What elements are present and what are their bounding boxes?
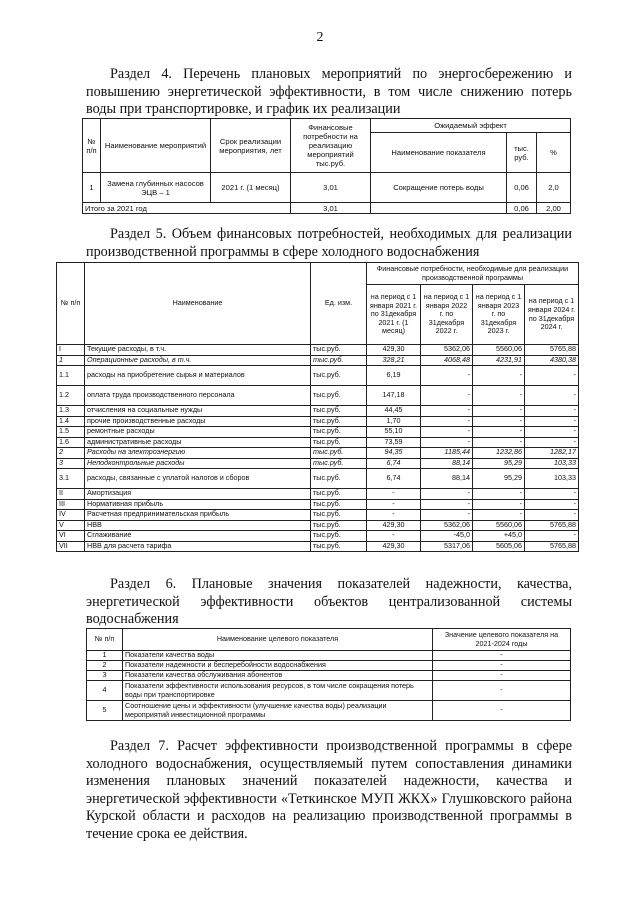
table-row: [87, 661, 571, 671]
section6-table: [86, 628, 571, 721]
s6-cell-value: -: [433, 701, 571, 721]
s5-cell-v1: 429,30: [367, 541, 421, 552]
s5-cell-v3: 5560,06: [473, 520, 525, 531]
s6-cell-value: -: [433, 661, 571, 671]
section6-heading: Раздел 6. Плановые значения показателей надежности, качества, энергетической эффективности объектов централизованной системы водоснабжения: [86, 576, 572, 627]
s5-cell-v2: -: [421, 366, 473, 386]
s5-cell-name: Нормативная прибыль: [85, 499, 311, 510]
s6-cell-name: Соотношение цены и эффективности (улучшение качества воды) реализации мероприятий инвестиционной программы: [123, 701, 433, 721]
s5-cell-name: Операционные расходы, в т.ч.: [85, 355, 311, 366]
s5-cell-v1: 429,30: [367, 520, 421, 531]
s5-cell-unit: тыс.руб.: [311, 458, 367, 469]
s5-cell-v4: -: [525, 510, 579, 521]
s5-cell-num: 2: [57, 448, 85, 459]
s5-cell-name: Текущие расходы, в т.ч.: [85, 345, 311, 356]
s5-cell-unit: тыс.руб.: [311, 416, 367, 427]
s5-cell-name: расходы, связанные с уплатой налогов и сборов: [85, 469, 311, 489]
section5-heading: Раздел 5. Объем финансовых потребностей, необходимых для реализации производственной программы в сфере холодного водоснабжения: [86, 226, 572, 260]
table-row: [87, 671, 571, 681]
s5-cell-num: 3: [57, 458, 85, 469]
table-row: [57, 510, 579, 521]
s5-cell-v1: -: [367, 499, 421, 510]
s5-cell-name: ремонтные расходы: [85, 427, 311, 438]
s4-header-name: Наименование мероприятий: [101, 119, 211, 173]
s5-cell-v3: -: [473, 437, 525, 448]
table-row: [57, 386, 579, 406]
table-row: [57, 448, 579, 459]
s5-cell-v2: -: [421, 499, 473, 510]
s5-cell-v4: -: [525, 386, 579, 406]
s5-cell-num: 1: [57, 355, 85, 366]
s5-cell-unit: тыс.руб.: [311, 345, 367, 356]
s5-cell-unit: тыс.руб.: [311, 499, 367, 510]
s5-cell-v3: -: [473, 499, 525, 510]
s5-cell-v2: 88,14: [421, 469, 473, 489]
s5-cell-v4: -: [525, 416, 579, 427]
s5-cell-v3: -: [473, 406, 525, 417]
s5-cell-v3: -: [473, 416, 525, 427]
s5-cell-unit: тыс.руб.: [311, 355, 367, 366]
s5-cell-num: 1.4: [57, 416, 85, 427]
table-row: [57, 489, 579, 500]
s5-cell-name: оплата труда производственного персонала: [85, 386, 311, 406]
s5-header-num: № п/п: [57, 263, 85, 345]
s5-cell-v1: -: [367, 531, 421, 542]
s5-cell-num: V: [57, 520, 85, 531]
s5-cell-v2: 88,14: [421, 458, 473, 469]
s5-cell-num: VII: [57, 541, 85, 552]
section5-table: [56, 262, 579, 552]
page-number: 2: [316, 30, 324, 45]
s4-header-effect: Ожидаемый эффект: [371, 119, 571, 133]
s6-cell-num: 5: [87, 701, 123, 721]
s5-cell-v1: 44,45: [367, 406, 421, 417]
s6-cell-name: Показатели качества обслуживания абонентов: [123, 671, 433, 681]
s5-cell-unit: тыс.руб.: [311, 489, 367, 500]
s6-cell-value: -: [433, 671, 571, 681]
s5-cell-unit: тыс.руб.: [311, 531, 367, 542]
table-row: [57, 355, 579, 366]
s5-header-p3: на период с 1 января 2023 г. по 31декабря 2023 г.: [473, 285, 525, 345]
s5-cell-v3: 4231,91: [473, 355, 525, 366]
table-row: [57, 437, 579, 448]
s5-cell-num: 1.5: [57, 427, 85, 438]
s5-cell-num: III: [57, 499, 85, 510]
s6-header-num: № п/п: [87, 629, 123, 651]
s5-cell-v4: 103,33: [525, 469, 579, 489]
table-row: [57, 345, 579, 356]
table-row: [57, 427, 579, 438]
s5-cell-name: прочие производственные расходы: [85, 416, 311, 427]
s5-cell-v4: 103,33: [525, 458, 579, 469]
s5-cell-name: Расчетная предпринимательская прибыль: [85, 510, 311, 521]
s5-cell-v1: 1,70: [367, 416, 421, 427]
s5-header-p1: на период с 1 января 2021 г. по 31декабря 2021 г. (1 месяц): [367, 285, 421, 345]
s5-cell-v4: -: [525, 489, 579, 500]
s6-header-name: Наименование целевого показателя: [123, 629, 433, 651]
s5-cell-name: Сглаживание: [85, 531, 311, 542]
s5-cell-v1: 73,59: [367, 437, 421, 448]
s5-cell-unit: тыс.руб.: [311, 541, 367, 552]
table-row-total: Итого за 2021 год 3,01 0,06 2,00: [83, 203, 571, 214]
s5-cell-v2: -: [421, 427, 473, 438]
s5-cell-v2: 1185,44: [421, 448, 473, 459]
s5-cell-v4: -: [525, 406, 579, 417]
s4-header-num: № п/п: [83, 119, 101, 173]
s5-cell-v3: -: [473, 427, 525, 438]
table-row: [57, 366, 579, 386]
s5-cell-v2: 5362,06: [421, 345, 473, 356]
s4-header-unit: тыс. руб.: [507, 133, 537, 173]
s5-cell-name: НВВ для расчета тарифа: [85, 541, 311, 552]
s5-cell-v4: -: [525, 366, 579, 386]
s5-cell-v4: -: [525, 531, 579, 542]
s5-cell-num: 1.2: [57, 386, 85, 406]
s5-cell-v3: +45,0: [473, 531, 525, 542]
s5-cell-v2: -: [421, 489, 473, 500]
s5-cell-unit: тыс.руб.: [311, 448, 367, 459]
s5-cell-v1: 147,18: [367, 386, 421, 406]
s5-cell-num: 3.1: [57, 469, 85, 489]
s5-cell-num: VI: [57, 531, 85, 542]
s4-header-percent: %: [537, 133, 571, 173]
s5-cell-unit: тыс.руб.: [311, 406, 367, 417]
s5-cell-v2: 5362,06: [421, 520, 473, 531]
s5-header-unit: Ед. изм.: [311, 263, 367, 345]
s5-cell-v1: -: [367, 510, 421, 521]
s5-cell-v2: -: [421, 416, 473, 427]
table-row: [87, 701, 571, 721]
s4-header-term: Срок реализации мероприятия, лет: [211, 119, 291, 173]
s5-cell-v1: 328,21: [367, 355, 421, 366]
s5-cell-num: 1.1: [57, 366, 85, 386]
s5-cell-v4: 5765,88: [525, 345, 579, 356]
s6-cell-num: 4: [87, 681, 123, 701]
s5-cell-v1: 6,74: [367, 458, 421, 469]
s5-cell-v3: 95,29: [473, 469, 525, 489]
table-row: [57, 406, 579, 417]
s6-cell-name: Показатели качества воды: [123, 651, 433, 661]
s5-cell-unit: тыс.руб.: [311, 366, 367, 386]
table-row: [57, 499, 579, 510]
s5-cell-v2: -: [421, 386, 473, 406]
s5-cell-v4: 1282,17: [525, 448, 579, 459]
s6-header-value: Значение целевого показателя на 2021-2024 годы: [433, 629, 571, 651]
s6-cell-num: 3: [87, 671, 123, 681]
s5-cell-v4: 4380,38: [525, 355, 579, 366]
s5-cell-v1: 6,74: [367, 469, 421, 489]
s5-cell-num: IV: [57, 510, 85, 521]
s5-header-p2: на период с 1 января 2022 г. по 31декабря 2022 г.: [421, 285, 473, 345]
table-row: [57, 520, 579, 531]
s5-cell-unit: тыс.руб.: [311, 386, 367, 406]
s5-cell-v3: -: [473, 366, 525, 386]
s5-cell-unit: тыс.руб.: [311, 510, 367, 521]
s5-cell-num: II: [57, 489, 85, 500]
s5-cell-v4: 5765,88: [525, 541, 579, 552]
s5-cell-name: отчисления на социальные нужды: [85, 406, 311, 417]
s6-cell-name: Показатели надежности и бесперебойности водоснабжения: [123, 661, 433, 671]
s5-cell-name: административные расходы: [85, 437, 311, 448]
s5-cell-v4: -: [525, 437, 579, 448]
s5-cell-v1: 429,30: [367, 345, 421, 356]
table-row: [57, 469, 579, 489]
s5-cell-num: 1.3: [57, 406, 85, 417]
s5-cell-v1: 6,19: [367, 366, 421, 386]
s6-cell-num: 2: [87, 661, 123, 671]
s5-cell-v1: 94,35: [367, 448, 421, 459]
s5-cell-name: расходы на приобретение сырья и материалов: [85, 366, 311, 386]
table-row: [57, 416, 579, 427]
s5-cell-v3: -: [473, 510, 525, 521]
s5-cell-v3: 95,29: [473, 458, 525, 469]
s5-cell-unit: тыс.руб.: [311, 427, 367, 438]
table-row: [87, 681, 571, 701]
s5-cell-unit: тыс.руб.: [311, 469, 367, 489]
section4-table: [82, 118, 571, 214]
s5-cell-name: Расходы на электроэнергию: [85, 448, 311, 459]
section4-heading: Раздел 4. Перечень плановых мероприятий по энергосбережению и повышению энергетической эффективности, в том числе снижению потерь воды при транспортировке, и график их реализации: [86, 66, 572, 117]
s5-cell-v3: -: [473, 489, 525, 500]
s5-cell-v4: -: [525, 499, 579, 510]
s5-cell-v2: -: [421, 437, 473, 448]
s5-cell-v2: -45,0: [421, 531, 473, 542]
table-row: [57, 458, 579, 469]
s5-cell-v2: 4068,48: [421, 355, 473, 366]
s5-cell-v1: 55,10: [367, 427, 421, 438]
s5-cell-unit: тыс.руб.: [311, 437, 367, 448]
s4-header-finance: Финансовые потребности на реализацию мероприятий тыс.руб.: [291, 119, 371, 173]
table-row: [57, 541, 579, 552]
table-row: [87, 651, 571, 661]
s5-cell-v1: -: [367, 489, 421, 500]
s5-cell-v3: 5560,06: [473, 345, 525, 356]
table-row: [57, 531, 579, 542]
section7-text: Раздел 7. Расчет эффективности производственной программы в сфере холодного водоснабжения, осуществляемый путем сопоставления динамики изменения плановых значений показателей надежности, качества и энергетической эффективности «Теткинское МУП ЖКХ» Глушковского района Курской области и расходов на реализацию производственной программы в течение срока ее действия.: [86, 738, 572, 842]
s5-cell-unit: тыс.руб.: [311, 520, 367, 531]
table-row: 1 Замена глубинных насосов ЭЦВ – 1 2021 г. (1 месяц) 3,01 Сокращение потерь воды 0,06 2,0: [83, 173, 571, 203]
s5-header-p4: на период с 1 января 2024 г. по 31декабря 2024 г.: [525, 285, 579, 345]
s6-cell-value: -: [433, 681, 571, 701]
s5-cell-num: 1.6: [57, 437, 85, 448]
s5-cell-v3: -: [473, 386, 525, 406]
s6-cell-num: 1: [87, 651, 123, 661]
s5-cell-name: Амортизация: [85, 489, 311, 500]
s5-cell-v4: 5765,88: [525, 520, 579, 531]
s5-cell-v2: -: [421, 510, 473, 521]
s5-cell-v3: 1232,86: [473, 448, 525, 459]
s5-cell-v3: 5605,06: [473, 541, 525, 552]
s4-header-indicator: Наименование показателя: [371, 133, 507, 173]
s5-cell-name: Неподконтрольные расходы: [85, 458, 311, 469]
s6-cell-value: -: [433, 651, 571, 661]
s5-header-name: Наименование: [85, 263, 311, 345]
s5-header-group: Финансовые потребности, необходимые для реализации производственной программы: [367, 263, 579, 285]
s5-cell-v2: -: [421, 406, 473, 417]
s6-cell-name: Показатели эффективности использования ресурсов, в том числе сокращения потерь воды при транспортировке: [123, 681, 433, 701]
s5-cell-v4: -: [525, 427, 579, 438]
s5-cell-name: НВВ: [85, 520, 311, 531]
s5-cell-v2: 5317,06: [421, 541, 473, 552]
s5-cell-num: I: [57, 345, 85, 356]
